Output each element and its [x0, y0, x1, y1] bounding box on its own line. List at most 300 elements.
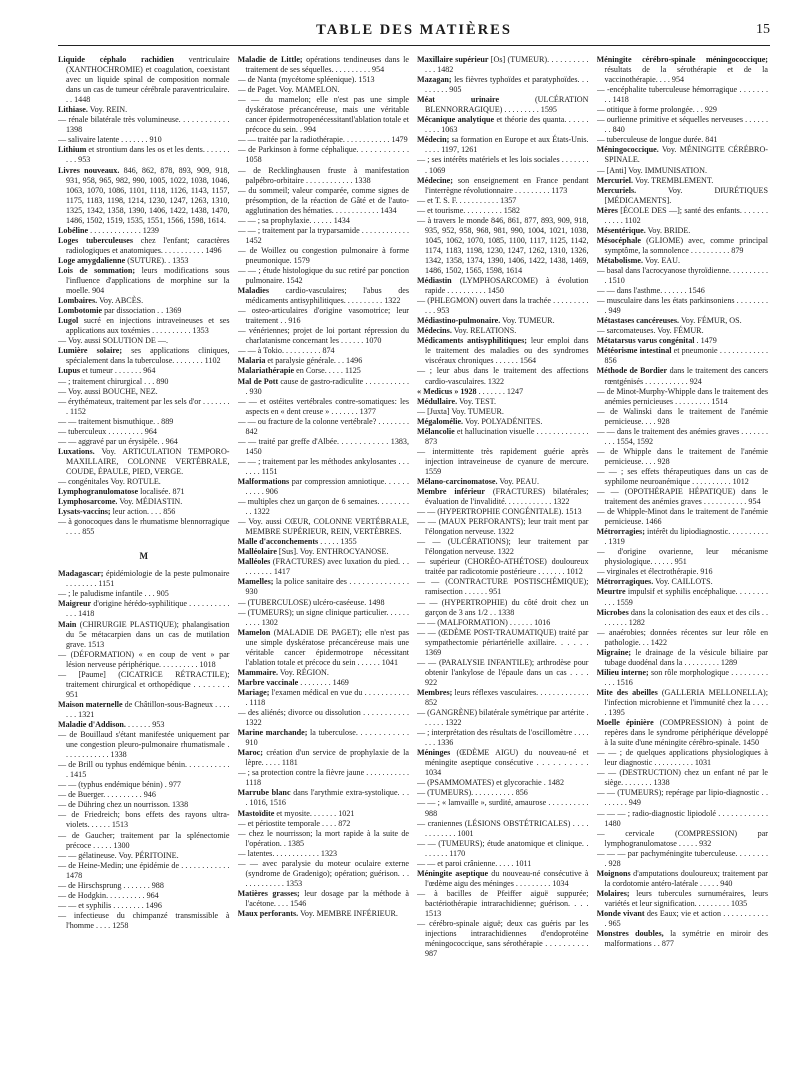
index-entry [58, 366, 230, 376]
index-entry [597, 447, 769, 467]
entry-text: — de Parkinson à forme céphalique. . . . . . . . . . . . 1058 [237, 145, 409, 165]
index-entry [597, 186, 769, 206]
entry-heading: Mercuriel. [596, 175, 633, 185]
index-entry [58, 760, 230, 780]
entry-text: leur dosage par la méthode à l'acétone. . . . 1546 [245, 888, 409, 908]
entry-heading: Métrorragiques. [596, 577, 654, 587]
index-column-1 [58, 55, 230, 1073]
index-entry [597, 336, 769, 346]
index-entry [417, 417, 589, 427]
index-entry [58, 166, 230, 226]
entry-text: ventriculaire (XANTHOCHROMIE) et coagulation, coexistant avec un liquide spinal de composition normale dans un cas de tumeur cérébrale paraventriculaire. . . 1448 [66, 55, 230, 105]
entry-heading: Malléolaire [237, 547, 277, 557]
index-entry [597, 206, 769, 226]
index-entry [597, 688, 769, 718]
entry-heading: Lois de sommation; [58, 265, 136, 275]
entry-text: d'amputations douloureux; traitement par la cordotomie antéro-latérale . . . . . 940 [604, 868, 768, 888]
entry-heading: Loge amygdalienne [58, 255, 126, 265]
entry-text: épidémiologie de la peste pulmonaire . . . . . . . . 1151 [66, 569, 230, 589]
entry-heading: Migraine; [596, 647, 632, 657]
index-entry [597, 296, 769, 316]
entry-text: intérêt du lipiodiagnostic. . . . . . . . . . . 1319 [604, 527, 768, 547]
entry-text: et hallucination visuelle . . . . . . . . . . . . . 873 [425, 426, 589, 446]
entry-text: — [Anti] Voy. IMMUNISATION. [596, 165, 707, 175]
index-entry [597, 135, 769, 145]
index-entry [597, 909, 769, 929]
index-entry [238, 768, 410, 788]
entry-text: — — dans l'asthme. . . . . . . 1546 [596, 286, 705, 296]
entry-heading: Mal de Pott [237, 376, 279, 386]
index-entry [417, 859, 589, 869]
entry-text: Voy. POLYADÉNITES. [463, 416, 543, 426]
index-entry [597, 577, 769, 587]
entry-text: — de Woillez ou congestion pulmonaire à forme pneumonique. 1579 [237, 245, 409, 265]
entry-heading: Maladie de Little; [237, 55, 303, 64]
index-entry [417, 366, 589, 386]
index-entry [417, 296, 589, 316]
entry-text: [Os] (TUMEUR). . . . . . . . . . . . . 1482 [425, 55, 589, 75]
entry-heading: Lymphosarcome. [58, 497, 118, 507]
index-entry [58, 901, 230, 911]
index-entry [417, 55, 589, 75]
entry-text: par dissociation . . 1369 [102, 306, 182, 316]
entry-text: — et tourisme. . . . . . . . . . 1582 [417, 205, 520, 215]
entry-text: — osteo-articulaires d'origine vasomotrice; leur traitement . . 916 [237, 306, 409, 326]
entry-text: — (PHLEGMON) ouvert dans la trachée . . . . . . . . . . . . 953 [417, 296, 589, 316]
index-entry [597, 869, 769, 889]
index-entry [417, 176, 589, 196]
index-entry [58, 911, 230, 931]
entry-text: — et périostite temporale . . . . 872 [237, 818, 351, 828]
entry-text: — latentes. . . . . . . . . . . . 1323 [237, 848, 338, 858]
entry-text: — sarcomateuses. Voy. FÉMUR. [596, 326, 704, 336]
index-entry [238, 598, 410, 608]
entry-text: — de Bouillaud s'étant manifestée uniquement par une congestion pleuro-pulmonaire rhumatismale . . . . . . . . . . . . 1338 [58, 730, 230, 760]
entry-text: les fièvres typhoïdes et paratyphoïdes. . . . . . . . . 905 [425, 75, 589, 95]
entry-text: 846, 862, 878, 893, 909, 918, 931, 958, 965, 982, 990, 1005, 1022, 1038, 1046, 1063, 1070, 1086, 1101, 1118, 1126, 1143, 1157, 1175, 1183, 1198, 1214, 1230, 1247, 1263, 1310, 1325, 1342, 1358, 1390, 1406, 1422, 1438, 1470, 1486, 1502, 1519, 1535, 1551, 1566, 1598, 1614. [66, 165, 230, 225]
index-entry [238, 356, 410, 366]
index-entry [238, 55, 410, 75]
entry-text: (CHIRURGIE PLASTIQUE); phalangisation du 5e métacarpien dans un cas de mutilation grave. 1513 [66, 619, 230, 649]
index-entry [58, 650, 230, 670]
entry-text: le drainage de la vésicule biliaire par tubage duodénal dans la . . . . . . . . . 1289 [604, 647, 768, 667]
entry-heading: Mastoïdite [237, 808, 275, 818]
entry-heading: Métrorragies; [596, 527, 645, 537]
entry-text: — (TUMEURS). . . . . . . . . . . 856 [417, 788, 528, 798]
index-entry [58, 507, 230, 517]
index-entry [58, 316, 230, 336]
index-entry [417, 798, 589, 818]
entry-text: Voy. DIURÉTIQUES [MÉDICAMENTS]. [604, 185, 768, 205]
entry-text: — — (TUMEURS); repérage par lipio-diagnostic . . . . . . . . 949 [596, 788, 768, 808]
entry-text: — Voy. aussi CŒUR, COLONNE VERTÉBRALE, MEMBRE SUPÉRIEUR, REIN, VERTÈBRES. [237, 517, 409, 537]
entry-heading: Microbes [596, 607, 629, 617]
index-entry [238, 95, 410, 135]
index-entry [597, 608, 769, 628]
index-entry [417, 196, 589, 206]
index-entry [597, 829, 769, 849]
entry-text: Voy. MÉNINGITE CÉRÉBRO-SPINALE. [604, 145, 768, 165]
entry-heading: Moignons [596, 868, 631, 878]
index-entry [417, 517, 589, 537]
entry-text: sa formation en Europe et aux États-Unis. . . . . 1197, 1261 [425, 135, 589, 155]
index-entry [597, 929, 769, 949]
index-entry [58, 487, 230, 497]
index-entry [238, 366, 410, 376]
index-entry [58, 135, 230, 145]
index-entry [417, 778, 589, 788]
entry-text: cardio-vasculaires; l'abus des médicaments antisyphilitiques. . . . . . . . . . 1322 [245, 286, 409, 306]
index-entry [597, 507, 769, 527]
entry-text: et paralysie générale. . . 1496 [265, 356, 363, 366]
entry-text: — (TUBERCULOSE) ulcéro-caséeuse. 1498 [237, 597, 385, 607]
entry-text: — (PSAMMOMATES) et glycorachie . 1482 [417, 778, 565, 788]
entry-text: — des aliénés; divorce ou dissolution . . . . . . . . . . . 1322 [237, 708, 409, 728]
entry-text: — de Whipple-Minot dans le traitement de l'anémie pernicieuse. 1466 [596, 507, 768, 527]
entry-text: — du sommeil; valeur comparée, comme signes de présomption, de la réaction de Gâté et de l'auto-agglutination des hématies. . . . . . . . . . . . 1434 [237, 185, 409, 215]
index-entry [58, 236, 230, 256]
index-entry [597, 366, 769, 386]
entry-heading: Milieu interne; [596, 667, 649, 677]
index-entry [417, 216, 589, 276]
entry-text: — de Whipple dans le traitement de l'anémie pernicieuse. . . . 928 [596, 446, 768, 466]
index-entry [238, 497, 410, 517]
index-entry [417, 919, 589, 959]
index-entry [417, 477, 589, 487]
entry-text: de Châtillon-sous-Bagneux . . . . . . . 1321 [66, 699, 230, 719]
index-entry [417, 155, 589, 175]
entry-heading: Loges tuberculeuses [58, 235, 134, 245]
entry-heading: Lithium [58, 145, 87, 155]
index-entry [597, 718, 769, 748]
index-entry [238, 608, 410, 628]
index-entry [58, 226, 230, 236]
index-entry [58, 437, 230, 447]
entry-text: cause de gastro-radiculite . . . . . . . . . . . . 930 [245, 376, 409, 396]
index-entry [58, 810, 230, 830]
index-entry [417, 537, 589, 557]
index-entry [58, 861, 230, 881]
entry-heading: Malariathérapie [237, 366, 295, 376]
entry-heading: Maison maternelle [58, 699, 123, 709]
entry-text: — de Paget. Voy. MAMELON. [237, 85, 340, 95]
entry-text: — — (OPOTHÉRAPIE HÉPATIQUE) dans le traitement des anémies graves . . . . . . . . . . . 954 [596, 487, 768, 507]
entry-text: — — (PARALYSIE INFANTILE); arthrodèse pour obtenir l'ankylose de l'épaule dans un cas . . . . 922 [417, 657, 589, 687]
entry-text: (ŒDÈME AIGU) du nouveau-né et méningite aseptique consécutive . . . . . . . . . . 1034 [425, 748, 589, 778]
entry-text: — musculaire dans les états parkinsoniens . . . . . . . . . 949 [596, 296, 768, 316]
entry-heading: Mélano-carcinomatose. [417, 476, 498, 486]
index-entry [417, 708, 589, 728]
entry-text: l'examen médical en vue du . . . . . . . . . . . . 1118 [245, 687, 409, 707]
entry-heading: Maigreur [58, 599, 92, 609]
entry-text: — — du mamelon; elle n'est pas une simple dyskératose précancéreuse, mais une véritable cancer épidermotropenécessitantl'ablation totale et précoce du sein. . 994 [237, 95, 409, 135]
entry-text: — ; sa protection contre la fièvre jaune . . . . . . . . . . . 1118 [237, 768, 409, 788]
entry-text: — cérébro-spinale aiguë; deux cas guéris par les injections intrarachidiennes d'endoprotéine méningococcique, sans sérothérapie . . . . . . . . . . 987 [417, 919, 589, 959]
entry-text: Voy. MEMBRE INFÉRIEUR. [298, 908, 398, 918]
entry-heading: Maladie d'Addison. [58, 720, 126, 729]
entry-text: — [Paume] (CICATRICE RÉTRACTILE); traitement chirurgical et orthopédique . . . . . . . . 951 [58, 669, 230, 699]
entry-heading: Mercuriels. [596, 185, 637, 195]
index-entry [58, 336, 230, 346]
page-title: TABLE DES MATIÈRES [316, 22, 512, 38]
entry-text: — de Nanta (mycétome spléenique). 1513 [237, 75, 375, 85]
entry-text: (GLIOME) avec, comme principal symptôme, la somnolence . . . . . . . . . . 879 [604, 235, 768, 255]
index-entry [58, 800, 230, 810]
entry-text: — — (ŒDÈME POST-TRAUMATIQUE) traité par sympathectomie périartérielle axillaire. . . . . . 1369 [417, 627, 589, 657]
entry-text: — otitique à forme prolongée. . . 929 [596, 105, 717, 115]
entry-text: — ourlienne primitive et séquelles nerveuses . . . . . . . . 840 [596, 115, 768, 135]
entry-text: — — (MAUX PERFORANTS); leur trait ment par l'élongation nerveuse. 1322 [417, 517, 589, 537]
index-entry [238, 377, 410, 397]
entry-text: — intermittente très rapidement guérie après injection intraveineuse de cyanure de mercure. 1559 [417, 446, 589, 476]
index-entry [238, 819, 410, 829]
entry-text: par compression amniotique. . . . . . . . . . . 906 [245, 476, 409, 497]
index-entry [238, 145, 410, 165]
entry-text: et tumeur . . . . . . . 964 [80, 366, 156, 376]
index-entry [597, 628, 769, 648]
entry-text: la tuberculose. . . . . . . . . . . . 910 [245, 728, 409, 748]
index-entry [58, 145, 230, 165]
entry-text: ses applications cliniques, spécialement dans la tuberculose. . . . . . . . 1102 [66, 346, 230, 366]
index-entry [238, 135, 410, 145]
entry-text: — d'origine ovarienne, leur mécanisme physiologique. . . . . . 951 [596, 547, 768, 567]
entry-text: leurs réflexes vasculaires. . . . . . . . . . . . . 852 [425, 687, 589, 707]
entry-heading: Métatarsus varus congénital [596, 336, 695, 346]
entry-text: — chez le nourrisson; la mort rapide à la suite de l'opération. . 1385 [237, 828, 409, 848]
entry-heading: Malle d'acconchements [237, 537, 319, 547]
entry-text: sucré en injections intraveineuses et ses applications aux toxémies . . . . . . . . . . 1353 [66, 316, 230, 336]
entry-text: Voy. RÉGION. [278, 667, 329, 677]
index-entry [238, 668, 410, 678]
entry-text: (MALADIE DE PAGET); elle n'est pas une simple dyskératose précancéreuse mais une véritable cancer épidermotrope nécessitant l'ablation totale et précoce du sein . . . . . . 1041 [245, 627, 409, 667]
entry-text: — — et syphilis . . . . . . . . 1496 [58, 900, 162, 910]
index-entry [58, 115, 230, 135]
entry-heading: Matières grasses; [237, 888, 300, 898]
entry-text: Voy. MÉDIASTIN. [117, 497, 183, 507]
index-entry [417, 819, 589, 839]
entry-text: . . . . . . . . 1469 [298, 677, 349, 687]
entry-heading: Main [58, 619, 77, 629]
entry-heading: Malaria [237, 356, 266, 366]
entry-text: — — (ULCÉRATIONS); leur traitement par l'élongation nerveuse. 1322 [417, 537, 589, 557]
index-entry [417, 618, 589, 628]
entry-text: — — (CONTRACTURE POSTISCHÉMIQUE); ramisection . . . . . . 951 [417, 577, 589, 597]
index-entry [597, 55, 769, 85]
entry-text: — congénitales Voy. ROTULE. [58, 476, 161, 486]
index-entry [417, 507, 589, 517]
entry-heading: Meurtre [596, 587, 626, 597]
entry-text: — — aggravé par un érysipèle. . 964 [58, 436, 178, 446]
entry-text: — — (HYPERTROPHIE CONGÉNITALE). 1513 [417, 507, 582, 517]
index-entry [417, 407, 589, 417]
entry-text: — cervicale (COMPRESSION) par lymphogranulomatose . . . . . 932 [596, 828, 768, 848]
index-entry [417, 688, 589, 708]
index-entry [597, 145, 769, 165]
entry-text: chez l'enfant; caractères radiologiques et anatomiques. . . . . . . . . . . 1496 [66, 235, 230, 255]
section-letter: M [139, 551, 148, 562]
index-entry [58, 417, 230, 427]
entry-text: — multiples chez un garçon de 6 semaines. . . . . . . . . . 1322 [237, 497, 409, 517]
index-entry [58, 790, 230, 800]
entry-text: — basal dans l'acrocyanose thyroïdienne. . . . . . . . . . . 1510 [596, 265, 768, 286]
entry-text: — — ; de quelques applications physiologiques à leur diagnostic . . . . . . . . . . 1031 [596, 748, 768, 768]
entry-text: — — ; étude histologique du suc retiré par ponction pulmonaire. 1542 [237, 265, 409, 286]
entry-heading: Malléoles [237, 557, 271, 567]
entry-heading: Marbre vaccinale [237, 677, 299, 687]
entry-heading: Métabolisme. [596, 255, 644, 265]
entry-text: — [Juxta] Voy. TUMEUR. [417, 406, 504, 416]
entry-text: . . . . . . . 1247 [476, 386, 524, 396]
index-entry [597, 286, 769, 296]
entry-text: — craniennes (LÉSIONS OBSTÉTRICALES) . . . . . . . . . . . . 1001 [417, 818, 589, 838]
index-entry [597, 407, 769, 427]
entry-text: . . . . . . . . . . . . . 1239 [88, 225, 159, 235]
entry-text: — tuberculeux . . . . . . . . . 964 [58, 426, 157, 436]
entry-heading: Madagascar; [58, 569, 104, 579]
index-entry [238, 849, 410, 859]
index-entry [597, 567, 769, 577]
index-entry [238, 688, 410, 708]
index-entry [58, 891, 230, 901]
entry-heading: Lumière solaire; [58, 346, 123, 356]
entry-text: Voy. EAU. [643, 255, 680, 265]
index-entry [238, 628, 410, 668]
entry-text: — — et paroi crânienne. . . . . 1011 [417, 858, 532, 868]
entry-heading: Moelle épinière [596, 718, 654, 728]
entry-text: dans la colonisation des eaux et des cils . . . . . . . . 1282 [604, 607, 768, 627]
entry-text: (FRACTURES) avec luxation du pied. . . . . . . . . . 1417 [245, 557, 409, 577]
index-entry [238, 306, 410, 326]
entry-text: . 1479 [694, 336, 717, 346]
entry-text: — et T. S. F. . . . . . . . . . . 1357 [417, 195, 517, 205]
entry-text: — — gélatineuse. Voy. PÉRITOINE. [58, 850, 179, 860]
index-entry [238, 417, 410, 437]
index-entry [597, 809, 769, 829]
entry-heading: Lombaires. [58, 296, 98, 306]
entry-heading: Méningite aseptique [417, 868, 489, 878]
entry-text: la police sanitaire des . . . . . . . . . . . . . . 930 [245, 577, 409, 597]
entry-text: Voy. ABCÈS. [97, 296, 144, 306]
entry-text: — supérieur (CHORÉO-ATHÉTOSE) douloureux traitée par radicotomie postérieure . . . . . . . 1012 [417, 557, 589, 577]
index-entry [417, 326, 589, 336]
entry-text: Voy. TEST. [457, 396, 496, 406]
entry-heading: Lithiase. [58, 105, 88, 115]
entry-heading: Mite des abeilles [596, 687, 658, 697]
entry-heading: Médullaire. [417, 396, 458, 406]
index-entry [417, 839, 589, 859]
index-entry [417, 276, 589, 296]
index-entry [58, 387, 230, 397]
entry-heading: Méthode de Bordier [596, 366, 668, 376]
entry-text: et strontium dans les os et les dents. . . . . . . . . . 953 [66, 145, 230, 165]
index-entry [597, 105, 769, 115]
entry-heading: Monstres doubles, [596, 929, 664, 939]
index-entry [597, 85, 769, 105]
entry-text: Voy. FÉMUR, OS. [679, 316, 742, 326]
entry-text: — — (DESTRUCTION) chez un enfant né par le siège. . . . . . . . 1338 [596, 768, 768, 788]
entry-text: Voy. REIN. [87, 105, 128, 115]
index-entry [58, 599, 230, 619]
entry-heading: Mammaire. [237, 667, 279, 677]
entry-text: — — traitée par la radiothérapie. . . . . . . . . . . . 1479 [237, 135, 408, 145]
index-entry [417, 557, 589, 577]
entry-text: — — ; traitement par la tryparsamide . . . . . . . . . . . . 1452 [237, 225, 409, 245]
page-header [58, 22, 770, 44]
entry-text: — à bacilles de Pfeiffer aiguë suppurée; bactériothérapie intrarachidienne; guérison. . . . 1513 [417, 888, 589, 918]
page-number: 15 [756, 22, 770, 37]
entry-text: — tuberculeuse de longue durée. 841 [596, 135, 718, 145]
index-entry [58, 851, 230, 861]
index-entry [238, 457, 410, 477]
entry-text: — de Hirschsprung . . . . . . . 988 [58, 880, 164, 890]
index-entry [597, 487, 769, 507]
entry-heading: Médicaments antisyphilitiques; [417, 336, 527, 346]
entry-text: — de Heine-Medin; une épidémie de . . . . . . . . . . . . 1478 [58, 860, 230, 880]
entry-text: (GALLERIA MELLONELLA); l'infection microbienne et l'immunité chez la . . . . . 1395 [604, 687, 768, 718]
index-entry [417, 135, 589, 155]
entry-heading: Malformations [237, 476, 290, 486]
entry-text: des Eaux; vie et action . . . . . . . . . . . . 965 [604, 908, 768, 929]
index-entry [417, 628, 589, 658]
entry-text: Voy. BRIDE. [645, 225, 691, 235]
index-entry [417, 869, 589, 889]
index-entry [238, 477, 410, 497]
entry-heading: Liquide céphalo rachidien [58, 55, 174, 64]
index-entry [58, 700, 230, 720]
entry-text: en Corse. . . . . 1125 [294, 366, 361, 376]
index-entry [417, 206, 589, 216]
entry-text: — — dans le traitement des anémies graves . . . . . . . . . . 1554, 1592 [596, 426, 768, 446]
index-entry [417, 728, 589, 748]
entry-text: — de Minot-Murphy-Whipple dans le traitement des anémies pernicieuses . . . . . . . . . 1514 [596, 386, 768, 406]
entry-text: — — ; « lamvaille », surdité, amaurose . . . . . . . . . . 988 [417, 798, 589, 818]
index-entry [238, 326, 410, 346]
entry-text: — — avec paralysie du moteur oculaire externe (syndrome de Gradenigo); opération; guérison. . . . . . . . . . . . . 1353 [237, 858, 409, 888]
index-entry [238, 708, 410, 728]
index-entry [238, 829, 410, 849]
entry-heading: Maroc; [237, 748, 263, 758]
entry-text: et myosite. . . . . . . 1021 [274, 808, 355, 818]
index-entry [238, 85, 410, 95]
index-columns [58, 55, 768, 1073]
entry-text: la symétrie en miroir des malformations . . 877 [604, 929, 768, 949]
entry-heading: Médiastin [417, 276, 452, 286]
entry-heading: Marrube blanc [237, 788, 291, 798]
entry-text: leur emploi dans le traitement des maladies ou des syndromes viscéraux chroniques . . . . . . 1564 [425, 336, 589, 366]
index-entry [238, 859, 410, 889]
entry-text: dans l'arythmie extra-systolique. . . . 1016, 1516 [245, 788, 409, 808]
index-entry [238, 577, 410, 597]
entry-text: — — (TUMEURS); étude anatomique et clinique. . . . . . . . 1170 [417, 838, 589, 858]
entry-text: et théorie des quanta. . . . . . . . . . 1063 [425, 115, 589, 135]
entry-text: Voy. RELATIONS. [451, 326, 517, 336]
entry-text: du nouveau-né consécutive à l'œdème aigu des méninges . . . . . . . . . 1034 [425, 868, 589, 888]
entry-heading: Membres; [417, 687, 453, 697]
entry-heading: Méninges [417, 748, 451, 758]
entry-text: opérations tendineuses dans le traitement de ses séquelles. . . . . . . . . . 954 [245, 55, 409, 75]
index-entry [238, 748, 410, 768]
entry-heading: Médecin; [417, 135, 450, 145]
index-entry [238, 75, 410, 85]
index-entry [417, 577, 589, 597]
index-entry [58, 296, 230, 306]
entry-text: — salivaire latente . . . . . . . 910 [58, 135, 162, 145]
entry-text: — — — ; radio-diagnostic lipiodolé . . . . . . . . . . . . 1480 [596, 808, 768, 828]
index-entry [417, 397, 589, 407]
entry-text: — (GANGRÈNE) bilatérale symétrique par artérite . . . . . . 1322 [417, 708, 589, 728]
entry-heading: Mélancolie [417, 426, 455, 436]
index-entry [597, 427, 769, 447]
